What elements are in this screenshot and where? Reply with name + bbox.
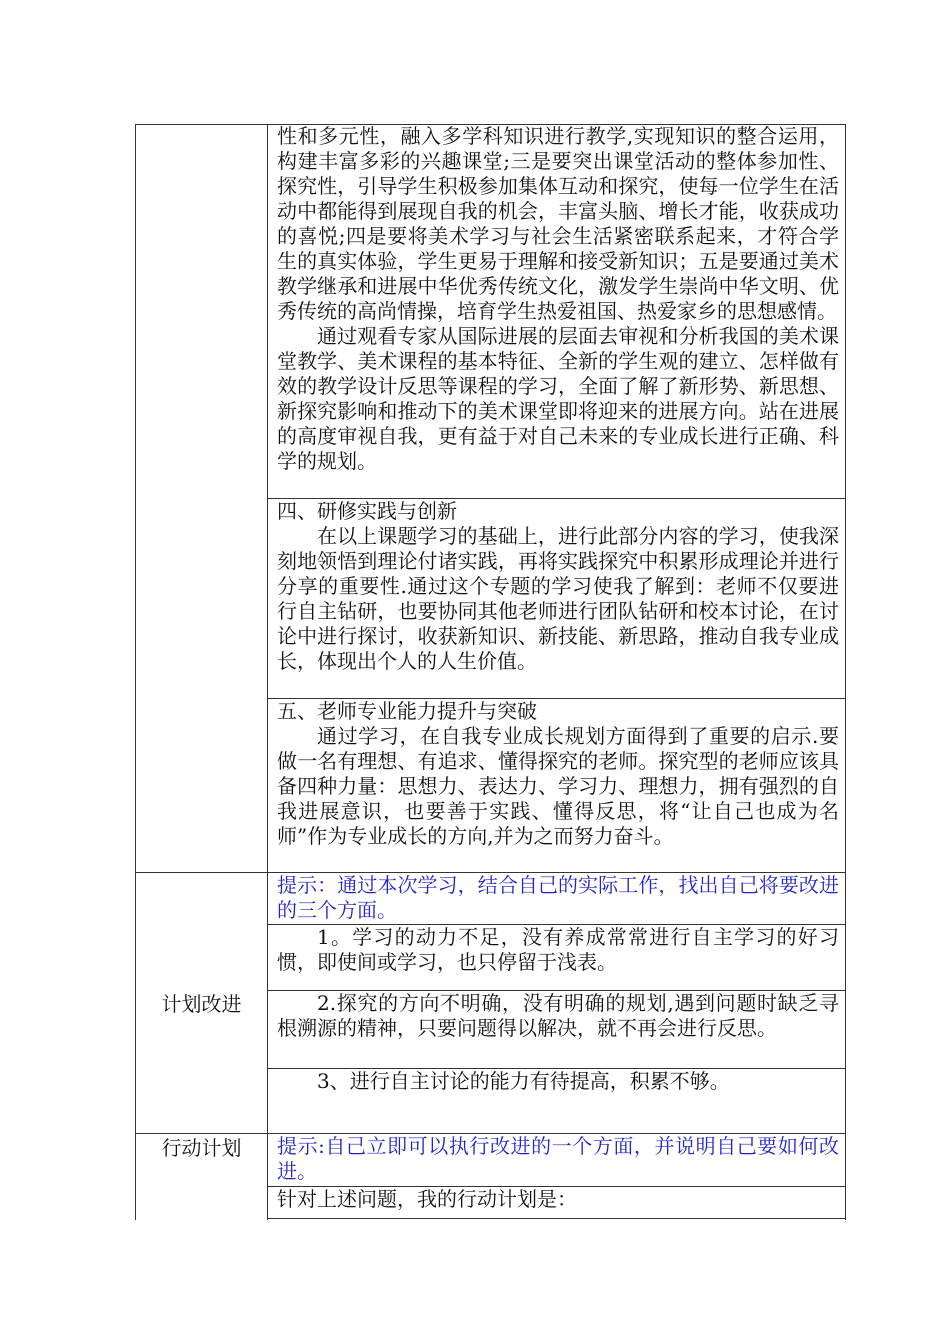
plan-improve-item-2: 2.探究的方向不明确，没有明确的规划,遇到问题时缺乏寻根溯源的精神，只要问题得以解决，就不再会进行反思。 (277, 991, 839, 1040)
section-5-body: 通过学习，在自我专业成长规划方面得到了重要的启示.要做一名有理想、有追求、懂得探究的老师。探究型的老师应该具备四种力量：思想力、表达力、学习力、理想力，拥有强烈的自我进展意识，也要善于实践、懂得反思，将“让自己也成为名师”作为专业成长的方向,并为之而努力奋斗。 (277, 724, 839, 848)
action-plan-hint: 提示:自己立即可以执行改进的一个方面，并说明自己要如何改进。 (277, 1134, 839, 1183)
plan-improve-item-3-cell (277, 1069, 839, 1094)
section-5-heading: 五、老师专业能力提升与突破 (277, 699, 537, 723)
action-plan-label: 行动计划 (161, 1136, 242, 1160)
action-plan-hint-cell (277, 1134, 839, 1184)
table-border-right (845, 124, 846, 1220)
plan-improve-item-3: 3、进行自主讨论的能力有待提高，积累不够。 (317, 1069, 730, 1093)
plan-improve-hint: 提示：通过本次学习，结合自己的实际工作，找出自己将要改进的三个方面。 (277, 873, 839, 922)
plan-improve-label: 计划改进 (161, 992, 242, 1016)
section-4-heading: 四、研修实践与创新 (277, 499, 457, 523)
action-plan-intro: 针对上述问题，我的行动计划是： (277, 1187, 577, 1211)
section-4-cell (277, 499, 839, 674)
section-4-body: 在以上课题学习的基础上，进行此部分内容的学习，使我深刻地领悟到理论付诸实践，再将实践探究中积累形成理论并进行分享的重要性.通过这个专题的学习使我了解到：老师不仅要进行自主钻研，也要协同其他老师进行团队钻研和校本讨论，在讨论中进行探讨，收获新知识、新技能、新思路，推动自我专业成长，体现出个人的人生价值。 (277, 524, 839, 673)
plan-improve-item-1-cell (277, 925, 839, 975)
plan-improve-hint-cell (277, 873, 839, 923)
action-plan-intro-cell (277, 1187, 839, 1212)
row-divider (267, 1218, 846, 1219)
plan-improve-item-2-cell (277, 991, 839, 1041)
section-5-cell (277, 699, 839, 849)
table-border-left (135, 124, 136, 1220)
continuation-paragraph-1: 性和多元性，融入多学科知识进行教学,实现知识的整合运用，构建丰富多彩的兴趣课堂;三是要突出课堂活动的整体参加性、探究性，引导学生积极参加集体互动和探究，使每一位学生在活动中都能得到展现自我的机会，丰富头脑、增长才能，收获成功的喜悦;四是要将美术学习与社会生活紧密联系起来，才符合学生的真实体验，学生更易于理解和接受新知识；五是要通过美术教学继承和进展中华优秀传统文化，激发学生崇尚中华文明、优秀传统的高尚情操，培育学生热爱祖国、热爱家乡的思想感情。 (277, 124, 839, 323)
table-border-middle (267, 124, 268, 1220)
plan-improve-item-1: 1。学习的动力不足，没有养成常常进行自主学习的好习惯，即使间或学习，也只停留于浅表。 (277, 925, 839, 974)
continuation-paragraph-2: 通过观看专家从国际进展的层面去审视和分析我国的美术课堂教学、美术课程的基本特征、全新的学生观的建立、怎样做有效的教学设计反思等课程的学习，全面了解了新形势、新思想、新探究影响和推动下的美术课堂即将迎来的进展方向。站在进展的高度审视自我，更有益于对自己未来的专业成长进行正确、科学的规划。 (277, 324, 839, 473)
continuation-cell (277, 124, 839, 474)
